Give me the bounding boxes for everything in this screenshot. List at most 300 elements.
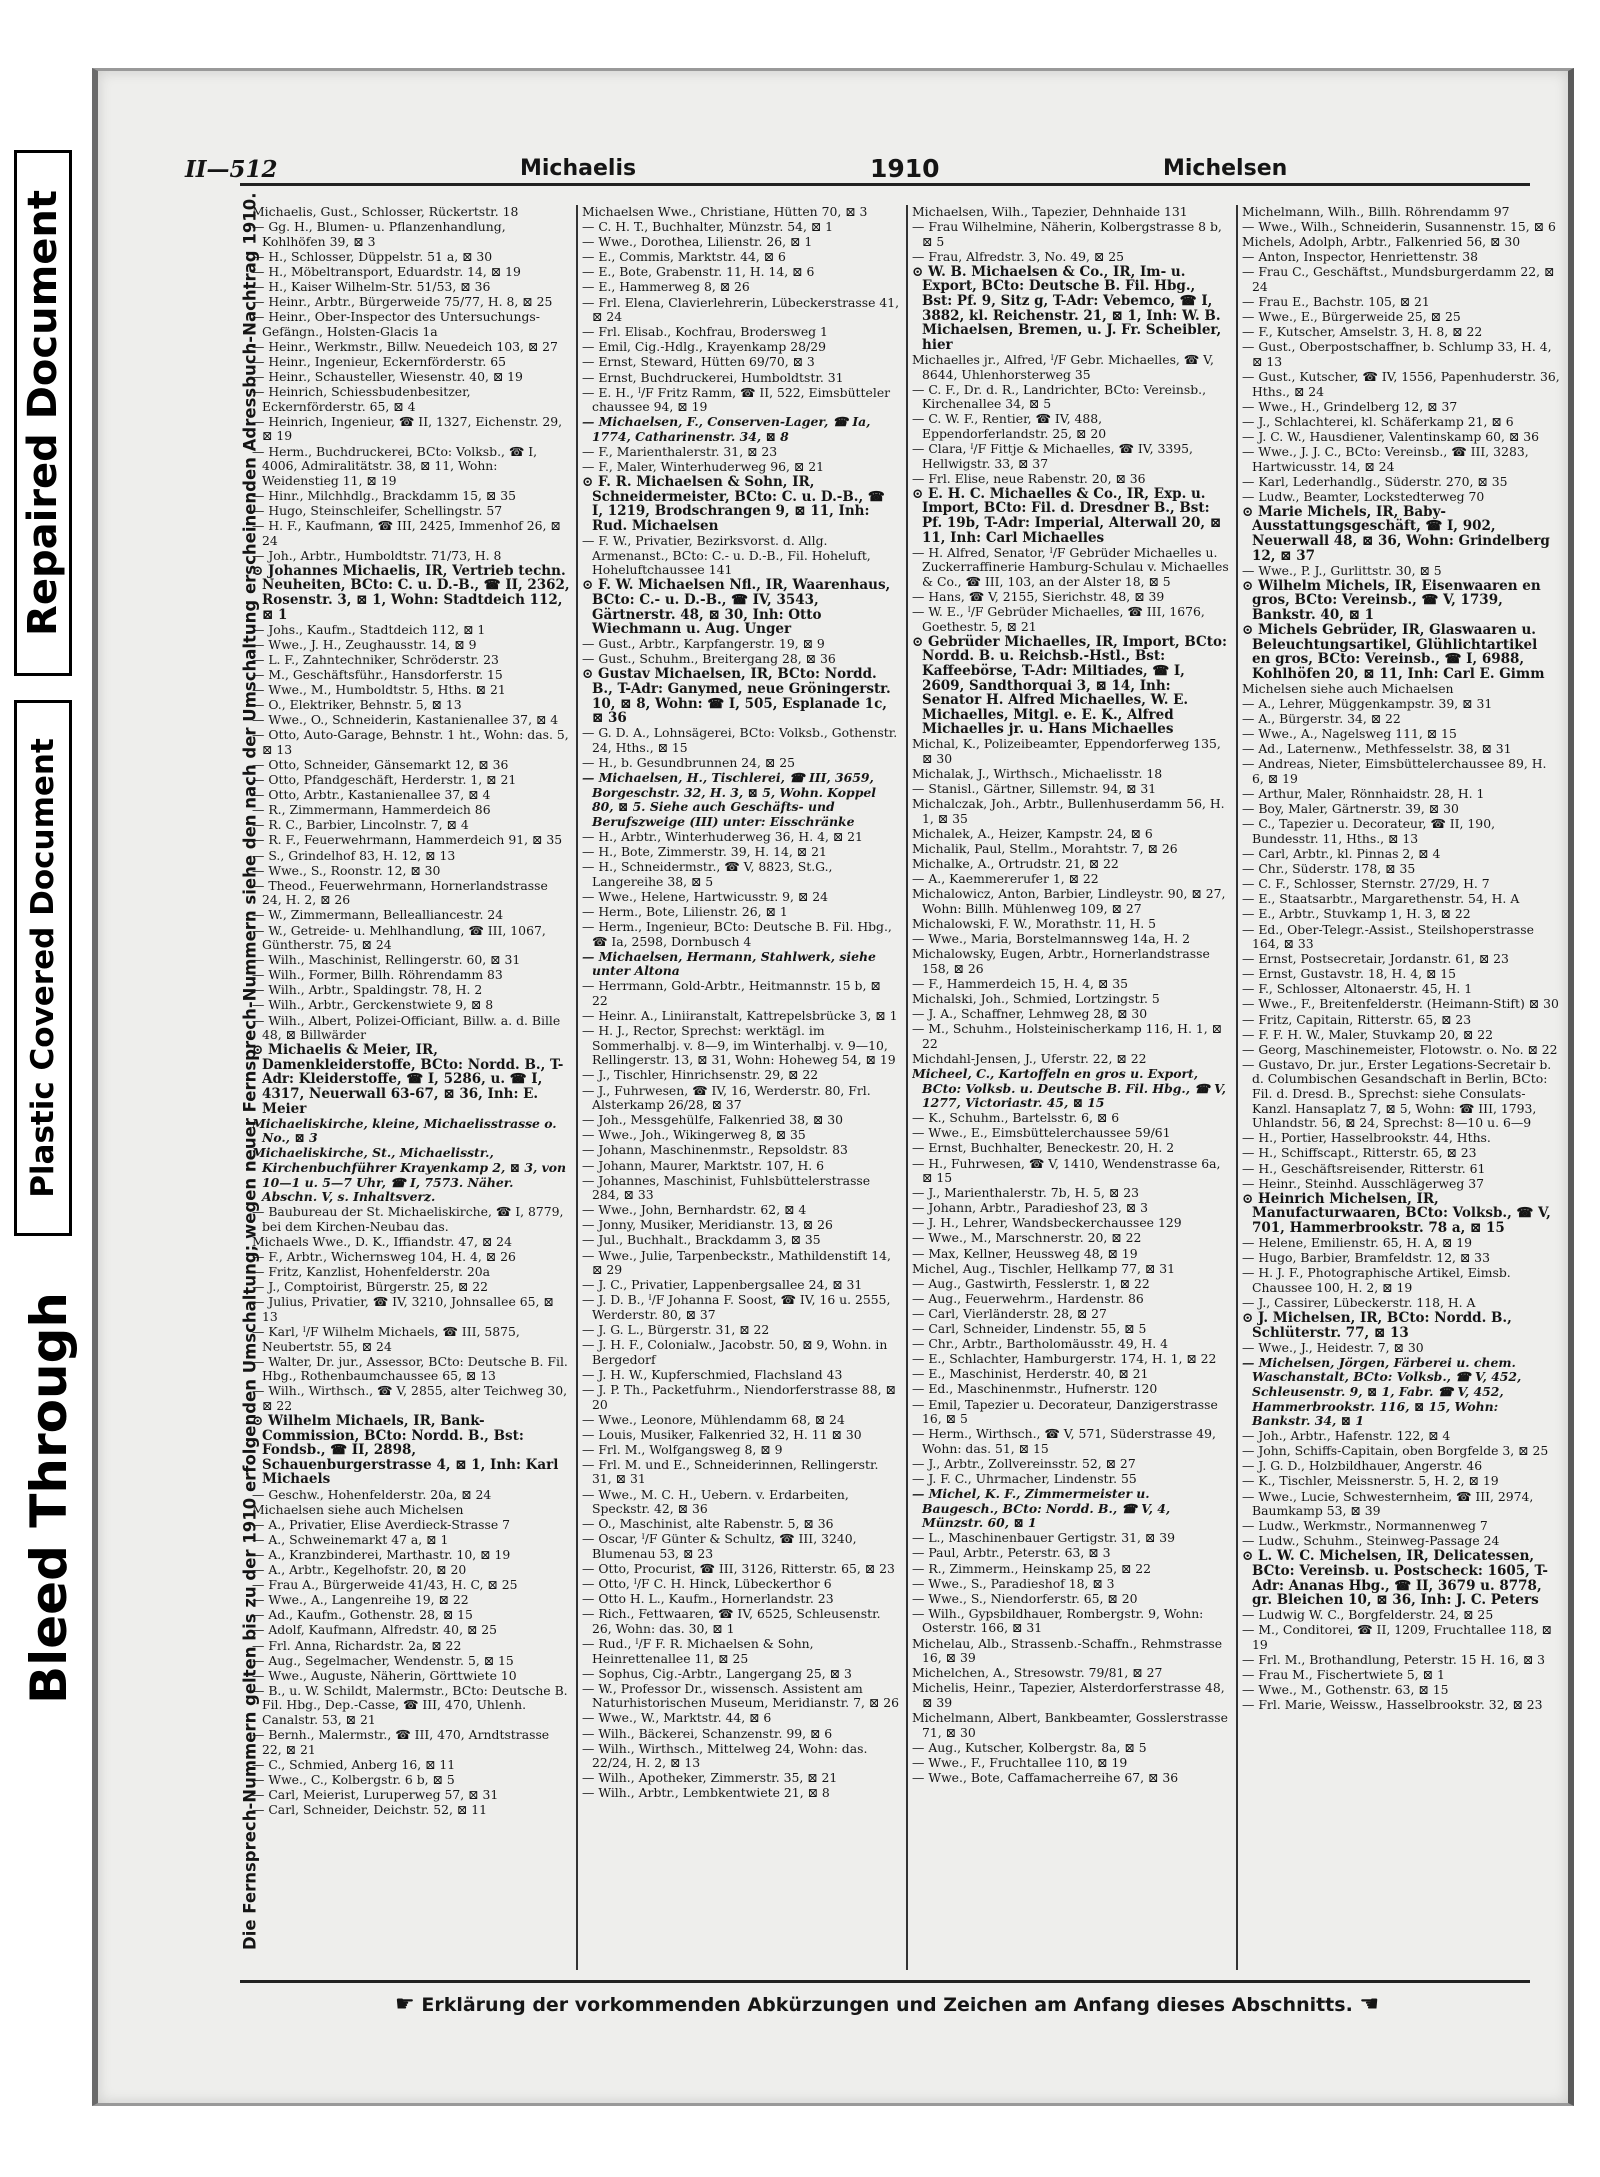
directory-entry: — Wilh., Apotheker, Zimmerstr. 35, ⊠ 21 bbox=[582, 1770, 838, 1786]
bleed-through-tag bbox=[14, 1265, 84, 1730]
directory-entry: — Anton, Inspector, Henriettenstr. 38 bbox=[1242, 249, 1479, 265]
directory-entry: Michalowicz, Anton, Barbier, Lindleystr. 90, ⊠ 27, Wohn: Billh. Mühlenweg 109, ⊠ 27 bbox=[912, 886, 1226, 916]
directory-entry: — Carl, Schneider, Lindenstr. 55, ⊠ 5 bbox=[912, 1321, 1147, 1337]
directory-entry: — Heinr., Ober-Inspector des Untersuchungs-Gefängn., Holsten-Glacis 1a bbox=[252, 309, 540, 339]
directory-entry: — C. H. T., Buchhalter, Münzstr. 54, ⊠ 1 bbox=[582, 219, 834, 235]
repaired-document-tag bbox=[14, 150, 72, 676]
directory-entry: — Wwe., Bote, Caffamacherreihe 67, ⊠ 36 bbox=[912, 1769, 1179, 1785]
directory-entry: — Sophus, Cig.-Arbtr., Langergang 25, ⊠ 3 bbox=[582, 1665, 852, 1681]
directory-entry: — Wwe., O., Schneiderin, Kastanienallee 37, ⊠ 4 bbox=[252, 712, 559, 728]
directory-entry: — J. G. D., Holzbildhauer, Angerstr. 46 bbox=[1242, 1458, 1483, 1474]
directory-entry: — F., Kutscher, Amselstr. 3, H. 8, ⊠ 22 bbox=[1242, 324, 1483, 340]
directory-entry: — Jonny, Musiker, Meridianstr. 13, ⊠ 26 bbox=[582, 1217, 833, 1233]
directory-entry: — Hans, ☎ V, 2155, Sierichstr. 48, ⊠ 39 bbox=[912, 588, 1165, 604]
directory-entry: — O., Elektriker, Behnstr. 5, ⊠ 13 bbox=[252, 697, 462, 713]
directory-entry: — Ad., Laternenw., Methfesselstr. 38, ⊠ 31 bbox=[1242, 741, 1512, 757]
directory-entry: ⊙ Gebrüder Michaelles, IR, Import, BCto: Nordd. B. u. Reichsb.-Hstl., Bst: Kaffeebörse, T-Adr: Miltiades, ☎ I, 2609, Sandthorquai 3, ⊠ 14, Inh: Senator H. Alfred Michaelles, W. E. Michaelles, Mitgl. e. E. K., Alfred Michaelles jr. u. Hans Michaelles bbox=[912, 633, 1227, 738]
directory-entry: Michalowsky, Eugen, Arbtr., Hornerlandstrasse 158, ⊠ 26 bbox=[912, 946, 1210, 976]
directory-entry: — K., Schuhm., Bartelsstr. 6, ⊠ 6 bbox=[912, 1110, 1120, 1126]
directory-entry: — W., Zimmermann, Bellealliancestr. 24 bbox=[252, 907, 504, 923]
directory-entry: — J., Arbtr., Zollvereinsstr. 52, ⊠ 27 bbox=[912, 1455, 1136, 1471]
directory-entry: — Ludw., Beamter, Lockstedterweg 70 bbox=[1242, 488, 1485, 504]
directory-entry: — Heinr., Ingenieur, Eckernförderstr. 65 bbox=[252, 353, 507, 369]
directory-entry: — H., Schiffscapt., Ritterstr. 65, ⊠ 23 bbox=[1242, 1145, 1477, 1161]
directory-entry: — Helene, Emilienstr. 65, H. A, ⊠ 19 bbox=[1242, 1234, 1472, 1250]
directory-entry: — Herm., Bote, Lilienstr. 26, ⊠ 1 bbox=[582, 903, 788, 919]
directory-year: 1910 bbox=[870, 154, 940, 183]
directory-entry: — Frl. Marie, Weissw., Hasselbrookstr. 32, ⊠ 23 bbox=[1242, 1697, 1543, 1713]
directory-entry: — F., Hammerdeich 15, H. 4, ⊠ 35 bbox=[912, 975, 1129, 991]
directory-entry: Michelis, Heinr., Tapezier, Alsterdorferstrasse 48, ⊠ 39 bbox=[912, 1680, 1225, 1710]
directory-entry: Michdahl-Jensen, J., Uferstr. 22, ⊠ 22 bbox=[912, 1050, 1147, 1066]
repaired-document-label: Repaired Document bbox=[20, 190, 66, 636]
directory-entry: — Heinr., Werkmstr., Billw. Neuedeich 103, ⊠ 27 bbox=[252, 338, 558, 354]
directory-entry: — Frau, Alfredstr. 3, No. 49, ⊠ 25 bbox=[912, 248, 1125, 264]
directory-entry: — Wilh., Maschinist, Rellingerstr. 60, ⊠ 31 bbox=[252, 952, 521, 968]
directory-entry: — Wwe., Auguste, Näherin, Görttwiete 10 bbox=[252, 1667, 517, 1683]
directory-entry: ⊙ F. R. Michaelsen & Sohn, IR, Schneidermeister, BCto: C. u. D.-B., ☎ I, 1219, Brodschrangen 9, ⊠ 11, Inh: Rud. Michaelsen bbox=[582, 474, 885, 534]
directory-entry: — Wwe., Leonore, Mühlendamm 68, ⊠ 24 bbox=[582, 1411, 845, 1427]
directory-entry: — R., Zimmermann, Hammerdeich 86 bbox=[252, 802, 491, 818]
directory-entry: — Theod., Feuerwehrmann, Hornerlandstrasse 24, H. 2, ⊠ 26 bbox=[252, 877, 548, 908]
directory-entry: — Hugo, Steinschleifer, Schellingstr. 57 bbox=[252, 502, 503, 518]
directory-entry: — L. F., Zahntechniker, Schröderstr. 23 bbox=[252, 651, 499, 667]
directory-entry: Michaelsen, Wilh., Tapezier, Dehnhaide 131 bbox=[912, 205, 1188, 219]
directory-entry: — Louis, Musiker, Falkenried 32, H. 11 ⊠ 30 bbox=[582, 1426, 862, 1442]
directory-entry: — Wwe., P. J., Gurlittstr. 30, ⊠ 5 bbox=[1242, 562, 1442, 578]
directory-entry: — M., Schuhm., Holsteinischerkamp 116, H. 1, ⊠ 22 bbox=[912, 1021, 1222, 1051]
side-note-text: Die Fernsprech-Nummern gelten bis zu der 1910 erfolgenden Umschaltung; wegen neuer Fernsprech-Nummern siehe den nach der Umschaltung erscheinenden Adressbuch-Nachtrag 1910. bbox=[240, 192, 260, 1950]
directory-entry: Michelmann, Wilh., Billh. Röhrendamm 97 bbox=[1242, 205, 1510, 219]
directory-entry: — Wwe., M. C. H., Uebern. v. Erdarbeiten, Speckstr. 42, ⊠ 36 bbox=[582, 1486, 849, 1517]
directory-entry: — Wwe., C., Kolbergstr. 6 b, ⊠ 5 bbox=[252, 1771, 455, 1787]
directory-entry: — Emil, Tapezier u. Decorateur, Danzigerstrasse 16, ⊠ 5 bbox=[912, 1396, 1218, 1427]
directory-entry: ⊙ F. W. Michaelsen Nfl., IR, Waarenhaus, BCto: C.- u. D.-B., ☎ IV, 3543, Gärtnerstr. 48, ⊠ 30, Inh: Otto Wiechmann u. Aug. Unger bbox=[582, 577, 891, 638]
directory-column-2 bbox=[582, 205, 900, 1970]
directory-entry: — Jul., Buchhalt., Brackdamm 3, ⊠ 35 bbox=[582, 1232, 821, 1248]
directory-entry: — H., Arbtr., Winterhuderweg 36, H. 4, ⊠ 21 bbox=[582, 828, 863, 844]
directory-entry: — Ed., Ober-Telegr.-Assist., Steilshoperstrasse 164, ⊠ 33 bbox=[1242, 921, 1534, 952]
pointing-hand-icon: ☚ bbox=[1359, 1992, 1380, 2017]
footer-note bbox=[395, 1992, 1379, 2017]
directory-entry: — B., u. W. Schildt, Malermstr., BCto: Deutsche B. Fil. Hbg., Dep.-Casse, ☎ III, 470, Uhlenh. Canalstr. 53, ⊠ 21 bbox=[252, 1682, 568, 1727]
directory-entry: — Carl, Arbtr., kl. Pinnas 2, ⊠ 4 bbox=[1242, 846, 1441, 862]
directory-entry: Michelau, Alb., Strassenb.-Schaffn., Rehmstrasse 16, ⊠ 39 bbox=[912, 1635, 1223, 1666]
directory-entry: — E., Arbtr., Stuvkamp 1, H. 3, ⊠ 22 bbox=[1242, 906, 1471, 922]
directory-entry: — J., Fuhrwesen, ☎ IV, 16, Werderstr. 80, Frl. Alsterkamp 26/28, ⊠ 37 bbox=[582, 1082, 871, 1113]
directory-entry: — Wwe., Dorothea, Lilienstr. 26, ⊠ 1 bbox=[582, 234, 813, 250]
directory-entry: — Wwe., S., Roonstr. 12, ⊠ 30 bbox=[252, 862, 441, 878]
directory-entry: — Karl, Lederhandlg., Süderstr. 270, ⊠ 35 bbox=[1242, 473, 1508, 489]
running-header bbox=[0, 152, 1600, 192]
directory-entry: — Heinr., Steinhd. Ausschlägerweg 37 bbox=[1242, 1175, 1484, 1191]
directory-entry: — Michel, K. F., Zimmermeister u. Baugesch., BCto: Nordd. B., ☎ V, 4, Münzstr. 60, ⊠ 1 bbox=[912, 1486, 1171, 1531]
directory-entry: — Frau Wilhelmine, Näherin, Kolbergstrasse 8 b, ⊠ 5 bbox=[912, 219, 1222, 249]
directory-entry: — Wwe., H., Grindelberg 12, ⊠ 37 bbox=[1242, 398, 1458, 414]
directory-entry: — J. H. W., Kupferschmied, Flachsland 43 bbox=[582, 1366, 843, 1382]
directory-entry: — H. J. F., Photographische Artikel, Eimsb. Chaussee 100, H. 2, ⊠ 19 bbox=[1242, 1265, 1511, 1295]
directory-entry: — Frl. Elisab., Kochfrau, Brodersweg 1 bbox=[582, 324, 828, 340]
page-number: II—512 bbox=[185, 156, 278, 183]
directory-entry: Michelmann, Albert, Bankbeamter, Gosslerstrasse 71, ⊠ 30 bbox=[912, 1709, 1228, 1740]
directory-entry: Michelsen siehe auch Michaelsen bbox=[1242, 681, 1454, 696]
directory-entry: — Frl. M., Wolfgangsweg 8, ⊠ 9 bbox=[582, 1441, 783, 1457]
directory-entry: — C., Schmied, Anberg 16, ⊠ 11 bbox=[252, 1756, 456, 1772]
directory-entry: — E., Staatsarbtr., Margarethenstr. 54, H. A bbox=[1242, 891, 1520, 907]
directory-entry: — A., Arbtr., Kegelhofstr. 20, ⊠ 20 bbox=[252, 1562, 467, 1578]
directory-entry: — Ernst, Postsecretair, Jordanstr. 61, ⊠ 23 bbox=[1242, 951, 1509, 967]
directory-entry: — Wwe., M., Gothenstr. 63, ⊠ 15 bbox=[1242, 1682, 1449, 1698]
directory-entry: — W. E., ᴵ/F Gebrüder Michaelles, ☎ III, 1676, Goethestr. 5, ⊠ 21 bbox=[912, 604, 1205, 634]
directory-entry: — Joh., Arbtr., Hafenstr. 122, ⊠ 4 bbox=[1242, 1428, 1451, 1444]
directory-entry: — Gustavo, Dr. jur., Erster Legations-Secretair b. d. Columbischen Gesandschaft in Berlin, BCto: Fil. d. Dresd. B., Sprechst: siehe Consulats-Kanzl. Hansaplatz 7, ⊠ 5, Wohn: ☎ III, 1793, Uhlandstr. 56, ⊠ 24, Sprechst: 8—10 u. 6—9 bbox=[1242, 1056, 1552, 1131]
directory-entry: — E., Schlachter, Hamburgerstr. 174, H. 1, ⊠ 22 bbox=[912, 1351, 1217, 1367]
directory-entry: — Ad., Kaufm., Gothenstr. 28, ⊠ 15 bbox=[252, 1607, 473, 1623]
directory-entry: Michaelles jr., Alfred, ᴵ/F Gebr. Michaelles, ☎ V, 8644, Uhlenhorsterweg 35 bbox=[912, 351, 1214, 382]
directory-entry: — E., Hammerweg 8, ⊠ 26 bbox=[582, 279, 750, 295]
directory-entry: — J. C., Privatier, Lappenbergsallee 24, ⊠ 31 bbox=[582, 1277, 863, 1293]
column-divider bbox=[576, 205, 578, 1970]
directory-entry: — Wwe., F., Fruchtallee 110, ⊠ 19 bbox=[912, 1754, 1128, 1770]
directory-entry: ⊙ J. Michelsen, IR, BCto: Nordd. B., Schlüterstr. 77, ⊠ 13 bbox=[1242, 1309, 1512, 1341]
directory-entry: — Frl. M., Brothandlung, Peterstr. 15 H. 16, ⊠ 3 bbox=[1242, 1652, 1546, 1668]
directory-entry: — Wwe., Julie, Tarpenbeckstr., Mathildenstift 14, ⊠ 29 bbox=[582, 1247, 891, 1278]
directory-entry: — Aug., Segelmacher, Wendenstr. 5, ⊠ 15 bbox=[252, 1652, 514, 1668]
directory-entry: — Aug., Gastwirth, Fesslerstr. 1, ⊠ 22 bbox=[912, 1275, 1150, 1291]
directory-entry: — J. H. F., Colonialw., Jacobstr. 50, ⊠ 9, Wohn. in Bergedorf bbox=[582, 1337, 888, 1367]
directory-column-3 bbox=[912, 205, 1230, 1970]
directory-entry: — Georg, Maschinemeister, Flotowstr. o. No. ⊠ 22 bbox=[1242, 1041, 1558, 1057]
directory-entry: — Ed., Maschinenmstr., Hufnerstr. 120 bbox=[912, 1381, 1158, 1397]
directory-entry: — Paul, Arbtr., Peterstr. 63, ⊠ 3 bbox=[912, 1545, 1111, 1561]
directory-entry: — Arthur, Maler, Rönnhaidstr. 28, H. 1 bbox=[1242, 786, 1485, 802]
directory-entry: — K., Tischler, Meissnerstr. 5, H. 2, ⊠ 19 bbox=[1242, 1473, 1499, 1489]
directory-entry: — Ludw., Werkmstr., Normannenweg 7 bbox=[1242, 1518, 1488, 1534]
directory-entry: — Wwe., F., Breitenfelderstr. (Heimann-Stift) ⊠ 30 bbox=[1242, 996, 1559, 1012]
directory-entry: — Frl. Anna, Richardstr. 2a, ⊠ 22 bbox=[252, 1637, 462, 1653]
directory-entry: — H., Schneidermstr., ☎ V, 8823, St.G., Langereihe 38, ⊠ 5 bbox=[582, 859, 833, 889]
directory-entry: — Geschw., Hohenfelderstr. 20a, ⊠ 24 bbox=[252, 1486, 492, 1502]
directory-entry: — H., Schlosser, Düppelstr. 51 a, ⊠ 30 bbox=[252, 248, 493, 264]
directory-entry: — H., Kaiser Wilhelm-Str. 51/53, ⊠ 36 bbox=[252, 278, 491, 294]
directory-entry: — Wilh., Arbtr., Spaldingstr. 78, H. 2 bbox=[252, 982, 483, 998]
directory-entry: — Gg. H., Blumen- u. Pflanzenhandlung, Kohlhöfen 39, ⊠ 3 bbox=[252, 219, 506, 249]
directory-entry: — Fritz, Kanzlist, Hohenfelderstr. 20a bbox=[252, 1264, 491, 1280]
directory-entry: — Gust., Schuhm., Breitergang 28, ⊠ 36 bbox=[582, 651, 836, 667]
directory-entry: — F. F. H. W., Maler, Stuvkamp 20, ⊠ 22 bbox=[1242, 1026, 1493, 1042]
directory-entry: — Wwe., W., Marktstr. 44, ⊠ 6 bbox=[582, 1710, 772, 1726]
directory-entry: — Michaelsen, F., Conserven-Lager, ☎ Ia, 1774, Catharinenstr. 34, ⊠ 8 bbox=[582, 414, 871, 444]
directory-entry: — M., Geschäftsführ., Hansdorferstr. 15 bbox=[252, 666, 503, 682]
directory-entry: — Otto, Schneider, Gänsemarkt 12, ⊠ 36 bbox=[252, 756, 509, 772]
directory-entry: — Hinr., Milchhdlg., Brackdamm 15, ⊠ 35 bbox=[252, 487, 516, 503]
directory-entry: — Wilh., Bäckerei, Schanzenstr. 99, ⊠ 6 bbox=[582, 1725, 833, 1741]
directory-entry: Michaelsen siehe auch Michelsen bbox=[252, 1501, 464, 1517]
directory-entry: ⊙ E. H. C. Michaelles & Co., IR, Exp. u. Import, BCto: Fil. d. Dresdner B., Bst: Pf. 19b, T-Adr: Imperial, Alterwall 20, ⊠ 11, Inh: Carl Michaelles bbox=[912, 485, 1222, 546]
directory-entry: — Wwe., Maria, Borstelmannsweg 14a, H. 2 bbox=[912, 931, 1191, 947]
directory-entry: — Heinrich, Schiessbudenbesitzer, Eckernförderstr. 65, ⊠ 4 bbox=[252, 384, 471, 414]
directory-entry: — Otto, Arbtr., Kastanienallee 37, ⊠ 4 bbox=[252, 787, 491, 803]
directory-entry: Micheel, C., Kartoffeln en gros u. Export, BCto: Volksb. u. Deutsche B. Fil. Hbg., ☎ V, 1277, Victoriastr. 45, ⊠ 15 bbox=[912, 1065, 1226, 1111]
directory-entry: — Chr., Arbtr., Bartholomäusstr. 49, H. 4 bbox=[912, 1336, 1169, 1352]
directory-entry: — Wwe., J., Heidestr. 7, ⊠ 30 bbox=[1242, 1339, 1424, 1355]
directory-entry: — Johannes, Maschinist, Fuhlsbüttelerstrasse 284, ⊠ 33 bbox=[582, 1172, 871, 1203]
directory-entry: — W., Professor Dr., wissensch. Assistent am Naturhistorischen Museum, Meridianstr. 7, ⊠ 26 bbox=[582, 1680, 900, 1711]
directory-entry: — Wwe., E., Eimsbüttelerchaussee 59/61 bbox=[912, 1125, 1171, 1141]
directory-entry: — Michaelsen, H., Tischlerei, ☎ III, 3659, Borgeschstr. 32, H. 3, ⊠ 5, Wohn. Koppel 80, ⊠ 5. Siehe auch Geschäfts- und Berufszweige (III) unter: Eisschränke bbox=[582, 770, 876, 829]
directory-entry: — C. W. F., Rentier, ☎ IV, 488, Eppendorferlandstr. 25, ⊠ 20 bbox=[912, 411, 1107, 441]
directory-entry: — Heinr., Schausteller, Wiesenstr. 40, ⊠ 19 bbox=[252, 369, 523, 385]
directory-entry: — Frl. Elena, Clavierlehrerin, Lübeckerstrasse 41, ⊠ 24 bbox=[582, 294, 900, 325]
directory-entry: Michels, Adolph, Arbtr., Falkenried 56, ⊠ 30 bbox=[1242, 234, 1521, 250]
directory-entry: — Boy, Maler, Gärtnerstr. 39, ⊠ 30 bbox=[1242, 801, 1459, 817]
directory-entry: — C. F., Dr. d. R., Landrichter, BCto: Vereinsb., Kirchenallee 34, ⊠ 5 bbox=[912, 381, 1207, 412]
directory-entry: — Wwe., Wilh., Schneiderin, Susannenstr. 15, ⊠ 6 bbox=[1242, 219, 1556, 235]
directory-entry: — H., Bote, Zimmerstr. 39, H. 14, ⊠ 21 bbox=[582, 844, 827, 860]
directory-entry: — G. D. A., Lohnsägerei, BCto: Volksb., Gothenstr. 24, Hths., ⊠ 15 bbox=[582, 725, 898, 755]
directory-entry: — Gust., Arbtr., Karpfangerstr. 19, ⊠ 9 bbox=[582, 636, 825, 652]
footer-rule bbox=[240, 1980, 1530, 1983]
directory-entry: — Fritz, Capitain, Ritterstr. 65, ⊠ 23 bbox=[1242, 1011, 1472, 1027]
directory-entry: Michalke, A., Ortrudstr. 21, ⊠ 22 bbox=[912, 856, 1119, 872]
directory-entry: — J. C. W., Hausdiener, Valentinskamp 60, ⊠ 36 bbox=[1242, 428, 1540, 444]
directory-entry: — Andreas, Nieter, Eimsbüttelerchaussee 89, H. 6, ⊠ 19 bbox=[1242, 756, 1547, 787]
directory-entry: — Ludw., Schuhm., Steinweg-Passage 24 bbox=[1242, 1533, 1500, 1549]
directory-entry: — Ernst, Buchhalter, Beneckestr. 20, H. 2 bbox=[912, 1140, 1175, 1156]
directory-entry: — A., Schweinemarkt 47 a, ⊠ 1 bbox=[252, 1531, 449, 1547]
directory-entry: Michalik, Paul, Stellm., Morahtstr. 7, ⊠ 26 bbox=[912, 841, 1178, 857]
directory-entry: — Hugo, Barbier, Bramfeldstr. 12, ⊠ 33 bbox=[1242, 1250, 1490, 1266]
directory-entry: — Wwe., M., Marschnerstr. 20, ⊠ 22 bbox=[912, 1230, 1142, 1246]
directory-entry: — Johs., Kaufm., Stadtdeich 112, ⊠ 1 bbox=[252, 621, 486, 637]
directory-entry: — Aug., Kutscher, Kolbergstr. 8a, ⊠ 5 bbox=[912, 1739, 1147, 1755]
directory-entry: — Wwe., Lucie, Schwesternheim, ☎ III, 2974, Baumkamp 53, ⊠ 39 bbox=[1242, 1488, 1534, 1519]
directory-entry: — Otto, ᴵ/F C. H. Hinck, Lübeckerthor 6 bbox=[582, 1576, 832, 1592]
directory-entry: Michalowski, F. W., Morathstr. 11, H. 5 bbox=[912, 916, 1157, 931]
directory-entry: — E., Commis, Marktstr. 44, ⊠ 6 bbox=[582, 249, 786, 265]
directory-entry: — J. P. Th., Packetfuhrm., Niendorferstrasse 88, ⊠ 20 bbox=[582, 1381, 896, 1412]
directory-entry: ⊙ Wilhelm Michels, IR, Eisenwaaren en gros, BCto: Vereinsb., ☎ V, 1739, Bankstr. 40, ⊠ 1 bbox=[1242, 577, 1541, 624]
directory-entry: — F., Marienthalerstr. 31, ⊠ 23 bbox=[582, 444, 778, 459]
directory-entry: — J. F. C., Uhrmacher, Lindenstr. 55 bbox=[912, 1470, 1137, 1486]
plastic-covered-document-label: Plastic Covered Document bbox=[25, 738, 61, 1198]
directory-entry: — Heinr. A., Liniiranstalt, Kattrepelsbrücke 3, ⊠ 1 bbox=[582, 1008, 898, 1024]
directory-entry: — H. F., Kaufmann, ☎ III, 2425, Immenhof 26, ⊠ 24 bbox=[252, 517, 561, 548]
directory-entry: — Heinrich, Ingenieur, ☎ II, 1327, Eichenstr. 29, ⊠ 19 bbox=[252, 413, 563, 444]
directory-entry: Michalak, J., Wirthsch., Michaelisstr. 18 bbox=[912, 766, 1163, 782]
directory-entry: — Frl. M. und E., Schneiderinnen, Rellingerstr. 31, ⊠ 31 bbox=[582, 1456, 879, 1487]
directory-entry: — Wwe., E., Bürgerweide 25, ⊠ 25 bbox=[1242, 309, 1461, 325]
directory-entry: ⊙ Gustav Michaelsen, IR, BCto: Nordd. B., T-Adr: Ganymed, neue Gröningerstr. 10, ⊠ 8, Wohn: ☎ I, 505, Esplanade 1c, ⊠ 36 bbox=[582, 666, 891, 727]
directory-entry: — F., Maler, Winterhuderweg 96, ⊠ 21 bbox=[582, 459, 825, 475]
directory-entry: — W., Getreide- u. Mehlhandlung, ☎ III, 1067, Güntherstr. 75, ⊠ 24 bbox=[252, 922, 546, 953]
directory-entry: — Herm., Wirthsch., ☎ V, 571, Süderstrasse 49, Wohn: das. 51, ⊠ 15 bbox=[912, 1426, 1216, 1456]
first-entry-name: Michaelis bbox=[520, 156, 637, 181]
directory-entry: — A., Lehrer, Müggenkampstr. 39, ⊠ 31 bbox=[1242, 696, 1493, 712]
directory-entry: — Emil, Cig.-Hdlg., Krayenkamp 28/29 bbox=[582, 339, 826, 355]
directory-entry: — H. Alfred, Senator, ᴵ/F Gebrüder Michaelles u. Zuckerraffinerie Hamburg-Schulau v. Michaelles & Co., ☎ III, 103, an der Alster 18, ⊠ 5 bbox=[912, 544, 1229, 589]
directory-entry: — Gust., Oberpostschaffner, b. Schlump 33, H. 4, ⊠ 13 bbox=[1242, 339, 1552, 369]
directory-entry: — Otto, Pfandgeschäft, Herderstr. 1, ⊠ 21 bbox=[252, 772, 517, 788]
directory-entry: — Johann, Maschinenmstr., Repsoldstr. 83 bbox=[582, 1142, 848, 1158]
directory-entry: — J. A., Schaffner, Lehmweg 28, ⊠ 30 bbox=[912, 1006, 1148, 1022]
directory-entry: — Wwe., S., Paradieshof 18, ⊠ 3 bbox=[912, 1575, 1115, 1591]
directory-entry: — Carl, Vierländerstr. 28, ⊠ 27 bbox=[912, 1305, 1107, 1321]
directory-entry: — J., Cassirer, Lübeckerstr. 118, H. A bbox=[1242, 1294, 1476, 1310]
directory-entry: — J., Schlachterei, kl. Schäferkamp 21, ⊠ 6 bbox=[1242, 413, 1514, 429]
directory-entry: — J., Comptoirist, Bürgerstr. 25, ⊠ 22 bbox=[252, 1279, 488, 1295]
directory-entry: — Max, Kellner, Heussweg 48, ⊠ 19 bbox=[912, 1245, 1138, 1261]
directory-entry: — Karl, ᴵ/F Wilhelm Michaels, ☎ III, 5875, Neubertstr. 55, ⊠ 24 bbox=[252, 1324, 520, 1354]
directory-entry: — Michelsen, Jörgen, Färberei u. chem. Waschanstalt, BCto: Volksb., ☎ V, 452, Schleusenstr. 9, ⊠ 1, Fabr. ☎ V, 452, Hammerbrookstr. 116, ⊠ 15, Wohn: Bankstr. 34, ⊠ 1 bbox=[1242, 1354, 1522, 1429]
directory-entry: — Wwe., M., Humboldtstr. 5, Hths. ⊠ 21 bbox=[252, 682, 506, 697]
directory-entry: — Rud., ᴵ/F F. R. Michaelsen & Sohn, Heinrettenallee 11, ⊠ 25 bbox=[582, 1636, 814, 1666]
directory-entry: Michelchen, A., Stresowstr. 79/81, ⊠ 27 bbox=[912, 1665, 1163, 1681]
directory-entry: — John, Schiffs-Capitain, oben Borgfelde 3, ⊠ 25 bbox=[1242, 1443, 1549, 1459]
directory-entry: ⊙ Michaelis & Meier, IR, Damenkleiderstoffe, BCto: Nordd. B., T-Adr: Kleiderstoffe, ☎ I, 5286, u. ☎ I, 4317, Neuerwall 63-67, ⊠ 36, Inh: E. Meier bbox=[252, 1042, 564, 1117]
directory-entry: — J. G. L., Bürgerstr. 31, ⊠ 22 bbox=[582, 1322, 770, 1338]
directory-entry: — Joh., Messgehülfe, Falkenried 38, ⊠ 30 bbox=[582, 1112, 844, 1128]
directory-entry: Michaels Wwe., D. K., Iffiandstr. 47, ⊠ 24 bbox=[252, 1233, 512, 1249]
directory-entry: — Wwe., A., Nagelsweg 111, ⊠ 15 bbox=[1242, 726, 1457, 742]
directory-entry: — L., Maschinenbauer Gertigstr. 31, ⊠ 39 bbox=[912, 1530, 1176, 1546]
directory-entry: — H., Portier, Hasselbrookstr. 44, Hths. bbox=[1242, 1130, 1491, 1146]
plastic-covered-document-tag bbox=[14, 700, 72, 1236]
directory-entry: — Carl, Schneider, Deichstr. 52, ⊠ 11 bbox=[252, 1802, 488, 1818]
directory-entry: — Herm., Buchdruckerei, BCto: Volksb., ☎ I, 4006, Admiralitätstr. 38, ⊠ 11, Wohn: Weidenstieg 11, ⊠ 19 bbox=[252, 443, 538, 488]
column-divider bbox=[906, 205, 908, 1970]
directory-entry: — O., Maschinist, alte Rabenstr. 5, ⊠ 36 bbox=[582, 1516, 834, 1532]
directory-entry: — J., Marienthalerstr. 7b, H. 5, ⊠ 23 bbox=[912, 1185, 1139, 1201]
directory-entry: — J. H., Lehrer, Wandsbeckerchaussee 129 bbox=[912, 1215, 1182, 1231]
directory-entry: — Frau C., Geschäftst., Mundsburgerdamm 22, ⊠ 24 bbox=[1242, 264, 1555, 294]
directory-entry: — Frau M., Fischertwiete 5, ⊠ 1 bbox=[1242, 1667, 1445, 1683]
directory-entry: — Carl, Meierist, Luruperweg 57, ⊠ 31 bbox=[252, 1786, 499, 1802]
directory-entry: — F. W., Privatier, Bezirksvorst. d. Allg. Armenanst., BCto: C.- u. D.-B., Fil. Hoheluft, Hoheluftchaussee 141 bbox=[582, 533, 871, 578]
directory-entry: ⊙ Johannes Michaelis, IR, Vertrieb techn. Neuheiten, BCto: C. u. D.-B., ☎ II, 2362, Rosenstr. 3, ⊠ 1, Wohn: Stadtdeich 112, ⊠ 1 bbox=[252, 562, 570, 623]
directory-entry: — A., Kaemmererufer 1, ⊠ 22 bbox=[912, 871, 1099, 887]
directory-entry: Michalski, Joh., Schmied, Lortzingstr. 5 bbox=[912, 990, 1160, 1006]
directory-entry: — Otto H. L., Kaufm., Hornerlandstr. 23 bbox=[582, 1591, 834, 1607]
directory-entry: — A., Bürgerstr. 34, ⊠ 22 bbox=[1242, 711, 1401, 727]
directory-entry: — R., Zimmerm., Heinskamp 25, ⊠ 22 bbox=[912, 1560, 1152, 1576]
directory-entry: — F., Arbtr., Wichernsweg 104, H. 4, ⊠ 26 bbox=[252, 1249, 516, 1265]
directory-entry: — Ernst, Steward, Hütten 69/70, ⊠ 3 bbox=[582, 354, 815, 370]
directory-entry: Michaelis, Gust., Schlosser, Rückertstr. 18 bbox=[252, 205, 519, 219]
directory-entry: — A., Privatier, Elise Averdieck-Strasse 7 bbox=[252, 1516, 511, 1532]
directory-entry: ⊙ Michels Gebrüder, IR, Glaswaaren u. Beleuchtungsartikel, Glühlichtartikel en gros, BCto: Vereinsb., ☎ I, 6988, Kohlhöfen 20, ⊠ 11, Inh: Carl E. Gimm bbox=[1242, 622, 1545, 682]
directory-entry: — Ernst, Buchdruckerei, Humboldtstr. 31 bbox=[582, 369, 844, 385]
directory-entry: — A., Kranzbinderei, Marthastr. 10, ⊠ 19 bbox=[252, 1546, 511, 1562]
directory-entry: — Wilh., Wirthsch., ☎ V, 2855, alter Teichweg 30, ⊠ 22 bbox=[252, 1383, 568, 1413]
directory-entry: — H., Fuhrwesen, ☎ V, 1410, Wendenstrasse 6a, ⊠ 15 bbox=[912, 1155, 1221, 1186]
directory-entry: ⊙ W. B. Michaelsen & Co., IR, Im- u. Export, BCto: Deutsche B. Fil. Hbg., Bst: Pf. 9, Sitz g, T-Adr: Vebemco, ☎ I, 3882, kl. Reichenstr. 21, ⊠ 1, Inh: W. B. Michaelsen, Bremen, u. J. Fr. Scheibler, hier bbox=[912, 263, 1222, 353]
directory-entry: — Wwe., S., Niendorferstr. 65, ⊠ 20 bbox=[912, 1590, 1138, 1606]
directory-entry: — Wwe., Helene, Hartwicusstr. 9, ⊠ 24 bbox=[582, 888, 829, 904]
directory-entry: — Wilh., Wirthsch., Mittelweg 24, Wohn: das. 22/24, H. 2, ⊠ 13 bbox=[582, 1740, 868, 1771]
directory-entry: — Wwe., J. H., Zeughausstr. 14, ⊠ 9 bbox=[252, 636, 477, 652]
directory-entry: — E. H., ᴵ/F Fritz Ramm, ☎ II, 522, Eimsbütteler chaussee 94, ⊠ 19 bbox=[582, 384, 891, 415]
directory-entry: Michal, K., Polizeibeamter, Eppendorferweg 135, ⊠ 30 bbox=[912, 736, 1221, 766]
directory-entry: — R. F., Feuerwehrmann, Hammerdeich 91, ⊠ 35 bbox=[252, 832, 563, 848]
directory-entry: — Walter, Dr. jur., Assessor, BCto: Deutsche B. Fil. Hbg., Rothenbaumchaussee 65, ⊠ 13 bbox=[252, 1353, 568, 1384]
column-divider bbox=[1236, 205, 1238, 1970]
directory-entry: — J. D. B., ᴵ/F Johanna F. Soost, ☎ IV, 16 u. 2555, Werderstr. 80, ⊠ 37 bbox=[582, 1292, 891, 1322]
directory-entry: Michalczak, Joh., Arbtr., Bullenhuserdamm 56, H. 1, ⊠ 35 bbox=[912, 796, 1225, 826]
directory-entry: — Michaelsen, Hermann, Stahlwerk, siehe unter Altona bbox=[582, 948, 876, 979]
directory-entry: — Otto, Procurist, ☎ III, 3126, Ritterstr. 65, ⊠ 23 bbox=[582, 1561, 895, 1577]
directory-entry: — Stanisl., Gärtner, Sillemstr. 94, ⊠ 31 bbox=[912, 781, 1157, 797]
directory-entry: Michaelsen Wwe., Christiane, Hütten 70, ⊠ 3 bbox=[582, 205, 868, 219]
directory-entry: — Adolf, Kaufmann, Alfredstr. 40, ⊠ 25 bbox=[252, 1622, 498, 1638]
directory-entry: Michaeliskirche, kleine, Michaelisstrasse o. No., ⊠ 3 bbox=[252, 1115, 557, 1146]
directory-entry: — Heinr., Arbtr., Bürgerweide 75/77, H. 8, ⊠ 25 bbox=[252, 294, 553, 310]
directory-entry: Michaeliskirche, St., Michaelisstr., Kirchenbuchführer Krayenkamp 2, ⊠ 3, von 10—1 u. 5—7 Uhr, ☎ I, 7573. Näher. Abschn. V, s. Inhaltsverz. bbox=[252, 1145, 567, 1205]
directory-entry: — J., Tischler, Hinrichsenstr. 29, ⊠ 22 bbox=[582, 1067, 819, 1083]
directory-entry: — Ernst, Gustavstr. 18, H. 4, ⊠ 15 bbox=[1242, 966, 1457, 982]
footer-text: Erklärung der vorkommenden Abkürzungen und Zeichen am Anfang dieses Abschnitts. bbox=[421, 1994, 1353, 2016]
directory-entry: — Gust., Kutscher, ☎ IV, 1556, Papenhuderstr. 36, Hths., ⊠ 24 bbox=[1242, 369, 1560, 399]
directory-entry: — Johann, Maurer, Marktstr. 107, H. 6 bbox=[582, 1157, 825, 1173]
directory-entry: — Wilh., Albert, Polizei-Officiant, Billw. a. d. Bille 48, ⊠ Billwärder bbox=[252, 1012, 561, 1043]
directory-entry: — H. J., Rector, Sprechst: werktägl. im Sommerhalbj. v. 8—9, im Winterhalbj. v. 9—10, Rellingerstr. 13, ⊠ 31, Wohn: Hoheweg 54, ⊠ 19 bbox=[582, 1023, 896, 1068]
directory-entry: — H., Möbeltransport, Eduardstr. 14, ⊠ 19 bbox=[252, 263, 521, 279]
directory-entry: — Aug., Feuerwehrm., Hardenstr. 86 bbox=[912, 1290, 1144, 1306]
directory-entry: Michel, Aug., Tischler, Hellkamp 77, ⊠ 31 bbox=[912, 1260, 1175, 1276]
directory-entry: — Oscar, ᴵ/F Günter & Schultz, ☎ III, 3240, Blumenau 53, ⊠ 23 bbox=[582, 1531, 857, 1561]
header-rule bbox=[240, 183, 1530, 186]
directory-entry: — Wilh., Arbtr., Gerckenstwiete 9, ⊠ 8 bbox=[252, 997, 494, 1013]
directory-entry: — Joh., Arbtr., Humboldtstr. 71/73, H. 8 bbox=[252, 547, 502, 563]
directory-entry: — Wilh., Gypsbildhauer, Rombergstr. 9, Wohn: Osterstr. 166, ⊠ 31 bbox=[912, 1605, 1204, 1636]
directory-entry: — Wilh., Former, Billh. Röhrendamm 83 bbox=[252, 967, 503, 983]
directory-entry: — Herrmann, Gold-Arbtr., Heitmannstr. 15 b, ⊠ 22 bbox=[582, 978, 881, 1008]
bleed-through-label: Bleed Through bbox=[20, 1291, 78, 1704]
directory-entry: — Bernh., Malermstr., ☎ III, 470, Arndtstrasse 22, ⊠ 21 bbox=[252, 1727, 550, 1757]
directory-entry: Michalek, A., Heizer, Kampstr. 24, ⊠ 6 bbox=[912, 825, 1153, 841]
directory-entry: — F., Schlosser, Altonaerstr. 45, H. 1 bbox=[1242, 981, 1473, 997]
directory-entry: — Frl. Elise, neue Rabenstr. 20, ⊠ 36 bbox=[912, 470, 1146, 486]
directory-column-1 bbox=[252, 205, 570, 1970]
directory-entry: — Wwe., A., Langenreihe 19, ⊠ 22 bbox=[252, 1592, 469, 1608]
directory-column-4 bbox=[1242, 205, 1560, 1970]
directory-entry: — Otto, Auto-Garage, Behnstr. 1 ht., Wohn: das. 5, ⊠ 13 bbox=[252, 727, 569, 757]
directory-entry: — Wwe., Joh., Wikingerweg 8, ⊠ 35 bbox=[582, 1127, 806, 1143]
directory-entry: — H., Geschäftsreisender, Ritterstr. 61 bbox=[1242, 1160, 1486, 1176]
directory-entry: — Herm., Ingenieur, BCto: Deutsche B. Fil. Hbg., ☎ Ia, 2598, Dornbusch 4 bbox=[582, 919, 892, 949]
directory-entry: — E., Bote, Grabenstr. 11, H. 14, ⊠ 6 bbox=[582, 264, 815, 280]
directory-entry: ⊙ Marie Michels, IR, Baby-Ausstattungsgeschäft, ☎ I, 902, Neuerwall 48, ⊠ 36, Wohn: Grindelberg 12, ⊠ 37 bbox=[1242, 503, 1550, 564]
directory-entry: — Wwe., J. J. C., BCto: Vereinsb., ☎ III, 3283, Hartwicusstr. 14, ⊠ 24 bbox=[1242, 444, 1529, 474]
directory-entry: — C., Tapezier u. Decorateur, ☎ II, 190, Bundesstr. 11, Hths., ⊠ 13 bbox=[1242, 816, 1496, 846]
directory-entry: — Ludwig W. C., Borgfelderstr. 24, ⊠ 25 bbox=[1242, 1607, 1494, 1623]
directory-entry: — Wilh., Arbtr., Lembkentwiete 21, ⊠ 8 bbox=[582, 1785, 830, 1801]
directory-entry: — H., b. Gesundbrunnen 24, ⊠ 25 bbox=[582, 754, 796, 770]
directory-entry: ⊙ Heinrich Michelsen, IR, Manufacturwaaren, BCto: Volksb., ☎ V, 701, Hammerbrookstr. 78 a, ⊠ 15 bbox=[1242, 1190, 1551, 1236]
directory-entry: — Johann, Arbtr., Paradieshof 23, ⊠ 3 bbox=[912, 1200, 1148, 1216]
directory-entry: — Clara, ᴵ/F Fittje & Michaelles, ☎ IV, 3395, Hellwigstr. 33, ⊠ 37 bbox=[912, 441, 1193, 471]
directory-entry: — Baubureau der St. Michaeliskirche, ☎ I, 8779, bei dem Kirchen-Neubau das. bbox=[252, 1204, 564, 1234]
directory-entry: — Wwe., John, Bernhardstr. 62, ⊠ 4 bbox=[582, 1202, 807, 1218]
directory-entry: — R. C., Barbier, Lincolnstr. 7, ⊠ 4 bbox=[252, 817, 469, 833]
last-entry-name: Michelsen bbox=[1163, 156, 1288, 181]
directory-entry: ⊙ Wilhelm Michaels, IR, Bank-Commission, BCto: Nordd. B., Bst: Fondsb., ☎ II, 2898, Schauenburgerstrasse 4, ⊠ 1, Inh: Karl Michaels bbox=[252, 1413, 559, 1488]
directory-entry: — M., Conditorei, ☎ II, 1209, Fruchtallee 118, ⊠ 19 bbox=[1242, 1622, 1552, 1652]
directory-entry: ⊙ L. W. C. Michelsen, IR, Delicatessen, BCto: Vereinsb. u. Postscheck: 1605, T-Adr: Ananas Hbg., ☎ II, 3679 u. 8778, gr. Bleichen 10, ⊠ 36, Inh: J. C. Peters bbox=[1242, 1548, 1548, 1609]
pointing-hand-icon: ☛ bbox=[395, 1992, 415, 2017]
directory-entry: — Frau A., Bürgerweide 41/43, H. C, ⊠ 25 bbox=[252, 1577, 518, 1593]
directory-entry: — Chr., Süderstr. 178, ⊠ 35 bbox=[1242, 861, 1416, 877]
